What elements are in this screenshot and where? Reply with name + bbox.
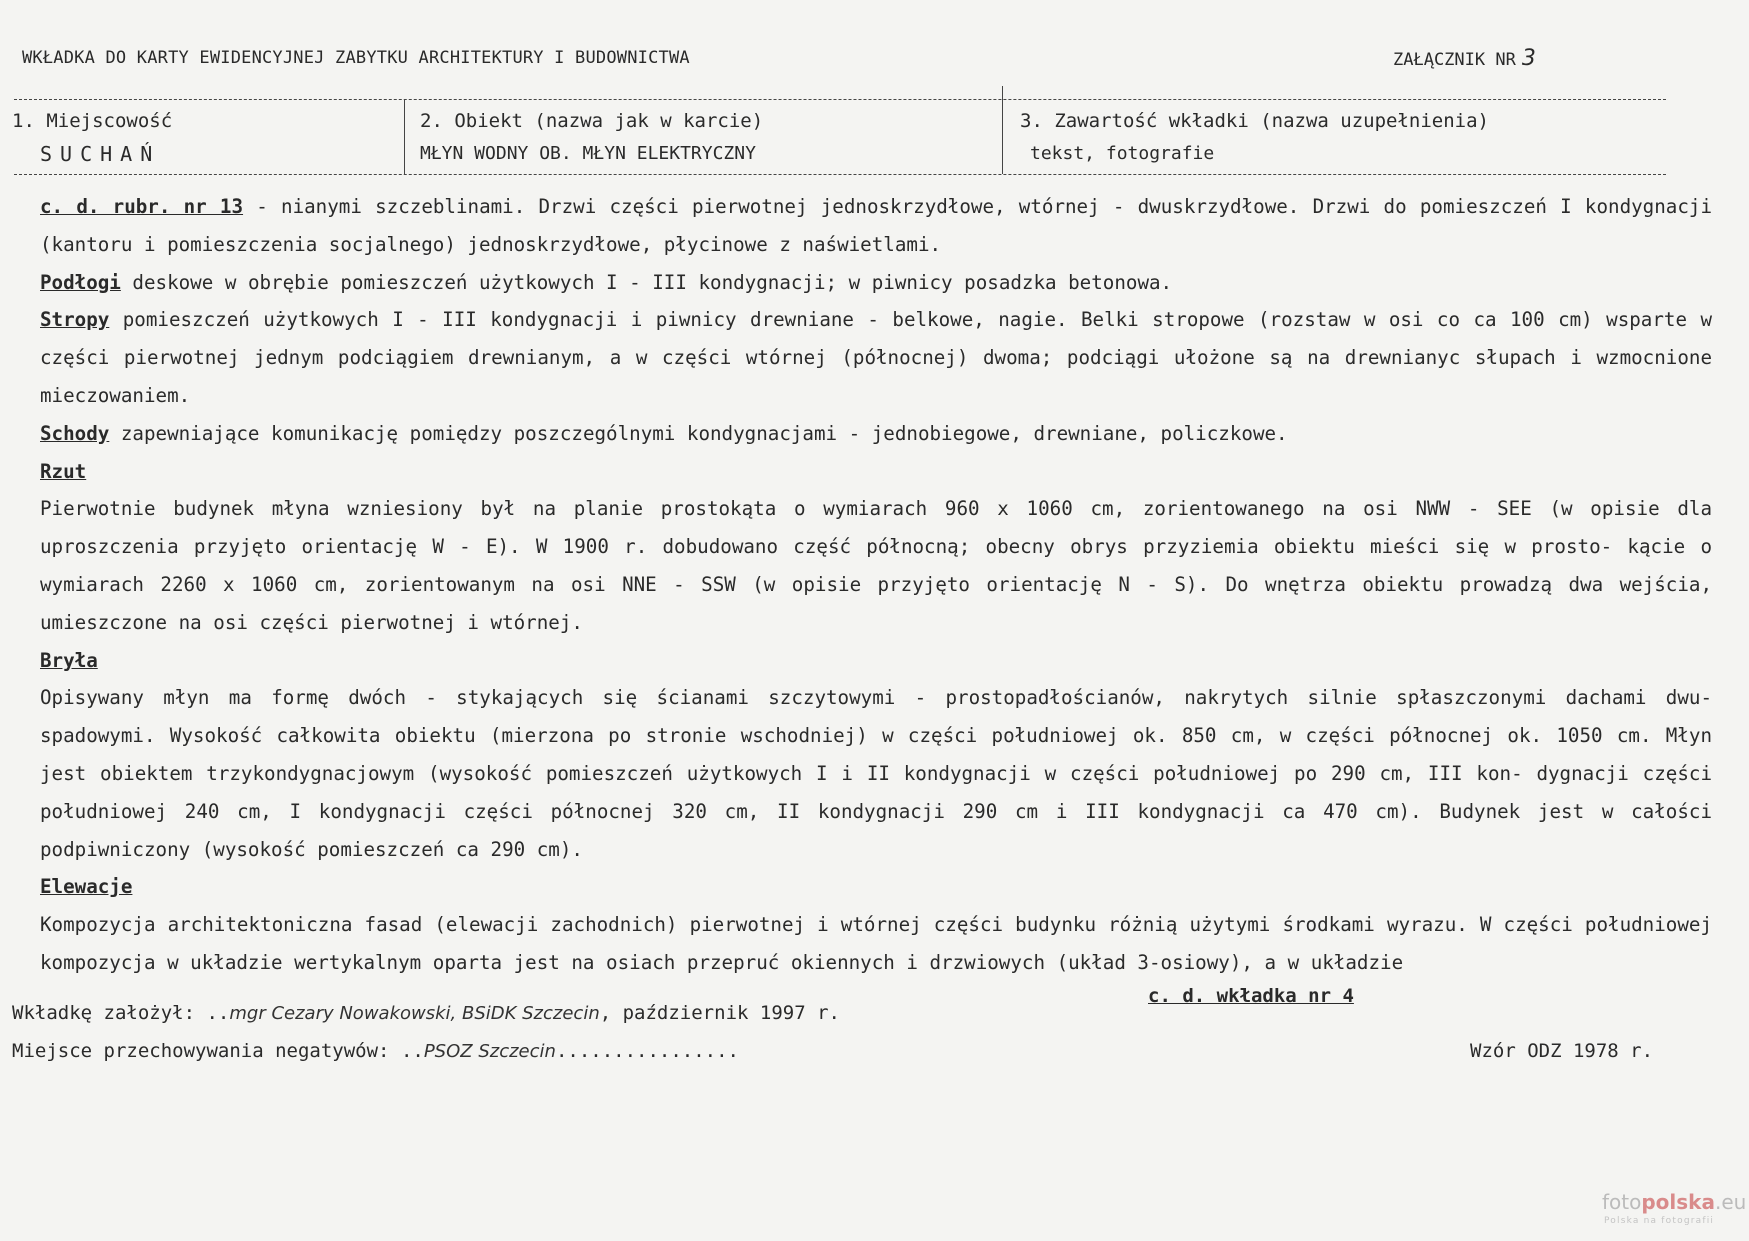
paragraph-plan: Pierwotnie budynek młyna wzniesiony był na planie prostokąta o wymiarach 960 x 1060 cm, zorientowanego na osi NWW - SEE (w opisie dla uproszczenia przyjęto orientację W - E). W 1900 r. dobudowano część północną; obecny obrys przyziemia obiektu mieści się w prosto- kącie o wymiarach 2260 x 1060 cm, zorientowanym na osi NNE - SSW (w opisie przyjęto orientację N - S). Do wnętrza obiektu prowadzą dwa wejścia, umieszczone na osi części pierwotnej i wtórnej. xyxy=(40,497,1712,634)
description-body xyxy=(40,188,1712,982)
watermark-brand: polska xyxy=(1641,1190,1715,1214)
form-template: Wzór ODZ 1978 r. xyxy=(1470,1040,1654,1062)
elevations-heading-line xyxy=(40,868,1712,906)
author-label: Wkładkę założył: xyxy=(12,1002,196,1024)
author-name: mgr Cezary Nowakowski, BSiDK Szczecin xyxy=(229,1003,600,1024)
plan-heading: Rzut xyxy=(40,459,87,483)
author-dots: .. xyxy=(195,1002,230,1024)
paragraph-ceilings xyxy=(40,301,1712,414)
watermark-tagline: Polska na fotografii xyxy=(1604,1216,1715,1226)
annex-label-text: ZAŁĄCZNIK NR xyxy=(1393,50,1516,70)
plan-heading-line xyxy=(40,453,1712,491)
floors-heading: Podłogi xyxy=(40,270,121,294)
locality-value: SUCHAŃ xyxy=(40,142,161,166)
stairs-text: zapewniające komunikację pomiędzy poszczególnymi kondygnacjami - jednobiegowe, drewniane, policzkowe. xyxy=(109,421,1288,445)
contents-value: tekst, fotografie xyxy=(1030,143,1215,164)
field-divider-2 xyxy=(1002,86,1003,174)
annex-number: 3 xyxy=(1521,46,1536,71)
paragraph-massing: Opisywany młyn ma formę dwóch - stykających się ścianami szczytowymi - prostopadłościanów, nakrytych silnie spłaszczonymi dachami dwu- spadowymi. Wysokość całkowita obiektu (mierzona po stronie wschodniej) w części południowej ok. 850 cm, w części północnej ok. 1050 cm. Młyn jest obiektem trzykondygnacjowym (wysokość pomieszczeń użytkowych I i II kondygnacji w części południowej po 290 cm, III kon- dygnacji części południowej 240 cm, I kondygnacji części północnej 320 cm, II kondygnacji 290 cm i III kondygnacji ca 470 cm). Budynek jest w całości podpiwniczony (wysokość pomieszczeń ca 290 cm). xyxy=(40,686,1712,861)
paragraph-floors xyxy=(40,264,1712,302)
watermark-prefix: foto xyxy=(1602,1190,1642,1214)
header-rule-top xyxy=(14,99,1666,100)
locality-label: 1. Miejscowość xyxy=(12,110,173,132)
contents-label: 3. Zawartość wkładki (nazwa uzupełnienia) xyxy=(1020,110,1489,132)
stairs-heading: Schody xyxy=(40,421,110,445)
object-value: MŁYN WODNY OB. MŁYN ELEKTRYCZNY xyxy=(420,143,756,164)
header-rule-bottom xyxy=(14,174,1666,175)
negatives-line xyxy=(12,1040,739,1062)
negatives-label: Miejsce przechowywania negatywów: xyxy=(12,1040,390,1062)
watermark-logo xyxy=(1602,1190,1746,1214)
floors-text: deskowe w obrębie pomieszczeń użytkowych I - III kondygnacji; w piwnicy posadzka betonowa. xyxy=(120,270,1173,294)
paragraph-stairs xyxy=(40,415,1712,453)
ceilings-heading: Stropy xyxy=(40,308,110,332)
object-label: 2. Obiekt (nazwa jak w karcie) xyxy=(420,110,764,132)
field-divider-1 xyxy=(404,99,405,174)
watermark-suffix: .eu xyxy=(1714,1190,1747,1214)
form-title: WKŁADKA DO KARTY EWIDENCYJNEJ ZABYTKU ARCHITEKTURY I BUDOWNICTWA xyxy=(22,48,690,68)
elevations-heading: Elewacje xyxy=(40,875,133,899)
continued-on-insert: c. d. wkładka nr 4 xyxy=(1148,985,1354,1007)
paragraph-elevations: Kompozycja architektoniczna fasad (elewacji zachodnich) pierwotnej i wtórnej części budynku różnią użytymi środkami wyrazu. W części południowej kompozycja w układzie wertykalnym oparta jest na osiach przepruć okiennych i drzwiowych (układ 3-osiowy), a w układzie xyxy=(40,913,1712,974)
negatives-value: PSOZ Szczecin xyxy=(423,1041,556,1062)
author-line xyxy=(12,1002,840,1024)
author-date: , październik 1997 r. xyxy=(599,1002,840,1024)
negatives-dots-pre: .. xyxy=(389,1040,424,1062)
annex-label xyxy=(1393,46,1536,71)
negatives-dots-post: ................ xyxy=(555,1040,739,1062)
continuation-heading: c. d. rubr. nr 13 xyxy=(40,195,244,218)
ceilings-text: pomieszczeń użytkowych I - III kondygnacji i piwnicy drewniane - belkowe, nagie. Belki stropowe (rozstaw w osi co ca 100 cm) wsparte w części pierwotnej jednym podciągiem drewnianym, a w części wtórnej (północnej) dwoma; podciągi ułożone są na drewnianyc słupach i wzmocnione mieczowaniem. xyxy=(40,308,1712,407)
massing-heading: Bryła xyxy=(40,648,98,672)
massing-heading-line xyxy=(40,642,1712,680)
paragraph-doors xyxy=(40,188,1712,264)
doors-text: - nianymi szczeblinami. Drzwi części pierwotnej jednoskrzydłowe, wtórnej - dwuskrzydłowe. Drzwi do pomieszczeń I kondygnacji (kantoru i pomieszczenia socjalnego) jednoskrzydłowe, płycinowe z naświetlami. xyxy=(40,195,1712,256)
